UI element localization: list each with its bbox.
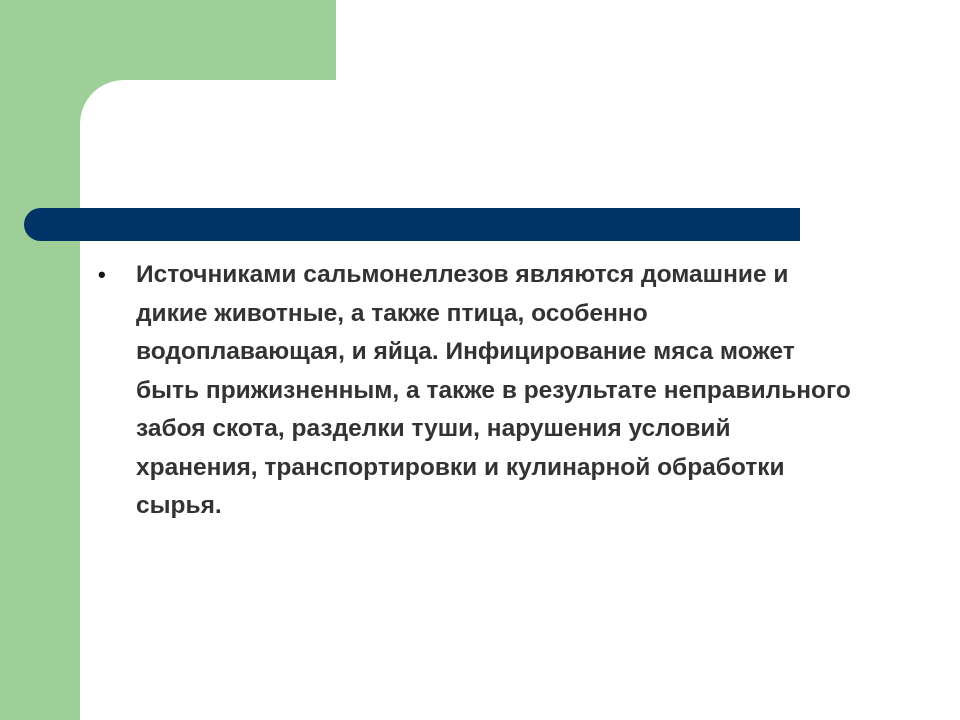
- title-bar: [24, 208, 800, 241]
- bullet-text: Источниками сальмонеллезов являются домашние и дикие животные, а также птица, особенно водоплавающая, и яйца. Инфицирование мяса может быть прижизненным, а также в результате неправильного забоя скота, разделки туши, нарушения условий хранения, транспортировки и кулинарной обработки сырья.: [136, 261, 851, 519]
- slide-body: [96, 256, 856, 526]
- bullet-item: [96, 256, 856, 526]
- bullet-marker: •: [98, 262, 106, 287]
